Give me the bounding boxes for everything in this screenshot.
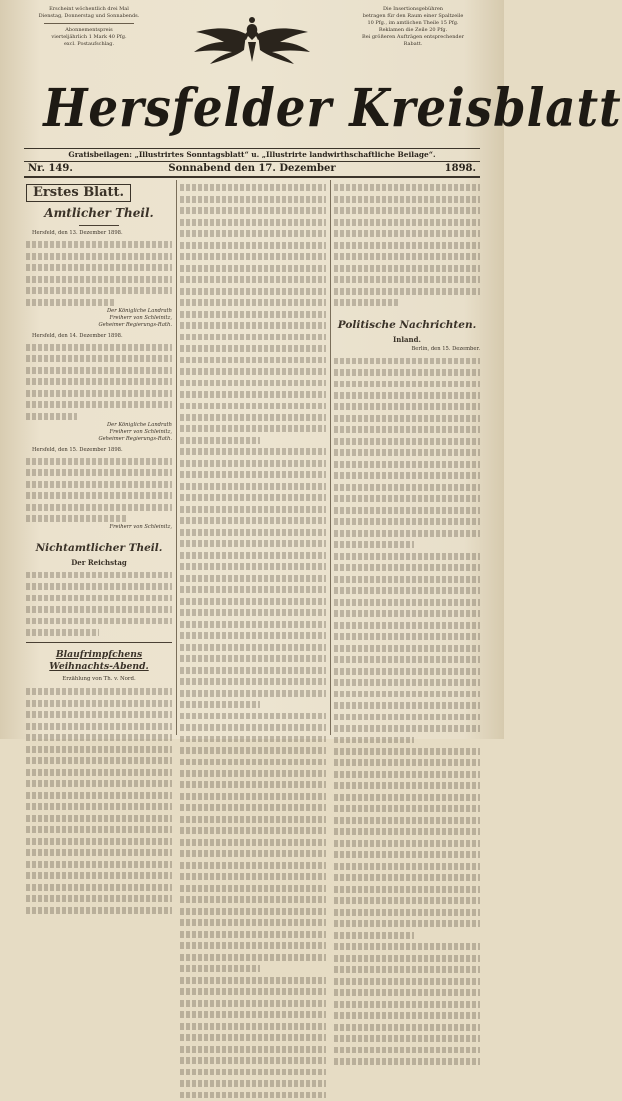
ear-line: Erscheint wöchentlich drei Mal (49, 6, 129, 12)
issue-date: Sonnabend den 17. Dezember (168, 163, 336, 174)
notice-dateline: Hersfeld, den 15. Dezember 1898. (32, 446, 123, 453)
ear-line: Abonnementspreis (65, 27, 113, 33)
ear-line: 10 Pfg., im amtlichen Theile 15 Pfg. (367, 20, 459, 26)
notice-signature: Geheimer Regierungs-Rath. (98, 435, 172, 442)
ear-line: vierteljährlich 1 Mark 40 Pfg. (51, 34, 127, 40)
ear-line: Reklamen die Zeile 20 Pfg. (378, 27, 448, 33)
notice-dateline: Hersfeld, den 13. Dezember 1898. (32, 230, 123, 236)
issue-year: 1898. (444, 163, 476, 174)
ear-line: Bei größeren Aufträgen entsprechender (362, 34, 464, 40)
political-news-heading: Politische Nachrichten. (337, 319, 477, 332)
newspaper-title: Hersfelder Kreisblatt (43, 78, 622, 139)
first-sheet-heading: Erstes Blatt. (26, 184, 131, 202)
notice-signature: Freiherr von Schleinitz, (109, 428, 172, 435)
subscription-info-box (30, 6, 148, 48)
column-2 (180, 180, 326, 735)
article-text-block (334, 182, 480, 308)
issue-number: Nr. 149. (28, 163, 73, 174)
reichstag-text-block (26, 569, 172, 638)
ear-line: Rabatt. (403, 41, 423, 47)
notice-signature: Der Königliche Landrath (106, 307, 172, 314)
unofficial-section-heading: Nichtamtlicher Theil. (35, 542, 163, 555)
column-divider (176, 180, 177, 735)
ear-line: Die Insertionsgebühren (382, 6, 444, 12)
notice-dateline: Hersfeld, den 14. Dezember 1898. (32, 332, 123, 339)
notice-signature: Freiherr von Schleinitz, (109, 524, 172, 531)
column-divider (330, 180, 331, 735)
reichstag-heading: Der Reichstag (71, 558, 127, 568)
article-text-block (180, 182, 326, 1101)
eagle-emblem-icon (190, 10, 314, 70)
inland-subheading: Inland. (393, 335, 421, 345)
notice-signature: Geheimer Regierungs-Rath. (98, 321, 172, 328)
supplements-line: Gratisbeilagen: „Illustrirtes Sonntagsblatt“ u. „Illustrirte landwirthschaftliche Beilage“. (24, 148, 480, 162)
dateline (24, 162, 480, 178)
ear-line: betragen für den Raum einer Spaltzeile (362, 13, 464, 19)
notice-text-block (26, 341, 172, 421)
story-byline: Erzählung von Th. v. Nord. (62, 676, 136, 683)
ear-line: Dienstag, Donnerstag und Sonnabends. (38, 13, 140, 19)
news-dateline: Berlin, den 15. Dezember. (411, 346, 480, 353)
advertising-rates-box (354, 6, 472, 48)
news-text-block (334, 355, 480, 1067)
notice-signature: Der Königliche Landrath (106, 421, 172, 428)
notice-signature: Freiherr von Schleinitz, (109, 314, 172, 321)
column-3 (334, 180, 480, 735)
notice-text-block (26, 455, 172, 524)
notice-text-block (26, 239, 172, 308)
ear-line: excl. Postaufschlag. (63, 41, 115, 47)
column-1 (26, 180, 172, 735)
story-title: Blaufrimpfchens Weihnachts-Abend. (49, 649, 149, 673)
story-text-block (26, 686, 172, 916)
official-section-heading: Amtlicher Theil. (44, 206, 154, 220)
